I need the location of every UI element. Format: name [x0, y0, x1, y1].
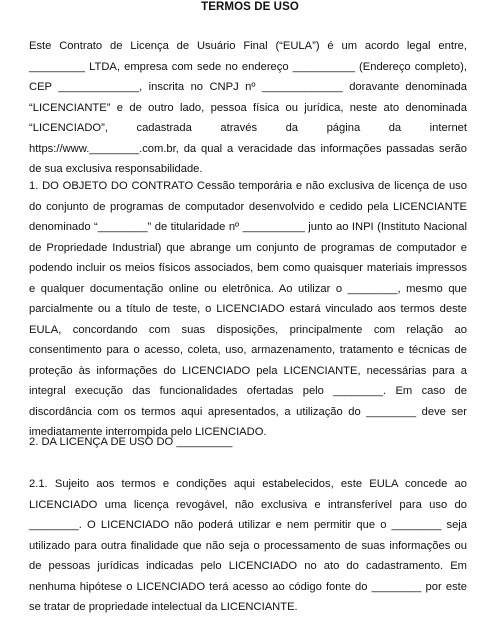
paragraph-license-terms: 2.1. Sujeito aos termos e condições aqui estabelecidos, este EULA concede ao LICENCIADO uma licença revogável, não exclusiva e intransferível para uso do ________. O LICENCIADO não poderá utilizar e nem permitir que o ________ seja utilizado para outra finalidade que não seja o processamento de suas informações ou de pessoas jurídicas indicadas pelo LICENCIADO no ato do cadastramento. Em nenhuma hipótese o LICENCIADO terá acesso ao código fonte do ________ por este se tratar de propriedade intelectual da LICENCIANTE.	[29, 478, 467, 613]
paragraph-object-of-contract: 1. DO OBJETO DO CONTRATO Cessão temporária e não exclusiva de licença de uso do conjunto de programas de computador desenvolvido e cedido pela LICENCIANTE denominado “________” de titularidade nº __________ junto ao INPI (Instituto Nacional de Propriedade Industrial) que abrange um conjunto de programas de computador e podendo incluir os meios físicos associados, bem como quaisquer materiais impressos e qualquer documentação online ou eletrônica. Ao utilizar o ________, mesmo que parcialmente ou a título de teste, o LICENCIADO estará vinculado aos termos deste EULA, concordando com suas disposições, principalmente com relação ao consentimento para o acesso, coleta, uso, armazenamento, tratamento e técnicas de proteção às informações do LICENCIADO pela LICENCIANTE, necessárias para a integral execução das funcionalidades ofertadas pelo ________. Em caso de discordância com os termos aqui apresentados, a utilização do ________ deve ser imediatamente interrompida pelo LICENCIADO.	[29, 180, 467, 438]
document-title: TERMOS DE USO	[201, 1, 299, 13]
section-heading-license: 2. DA LICENÇA DE USO DO _________	[29, 436, 233, 448]
paragraph-intro: Este Contrato de Licença de Usuário Final (“EULA”) é um acordo legal entre, _________ LTDA, empresa com sede no endereço __________ (Endereço completo), CEP _____________, inscrita no CNPJ nº _____________ doravante denominada “LICENCIANTE” e de outro lado, pessoa física ou jurídica, neste ato denominada “LICENCIADO”, cadastrada através da página da internet https://www.________.com.br, da qual a veracidade das informações passadas serão de sua exclusiva responsabilidade.	[29, 40, 467, 175]
